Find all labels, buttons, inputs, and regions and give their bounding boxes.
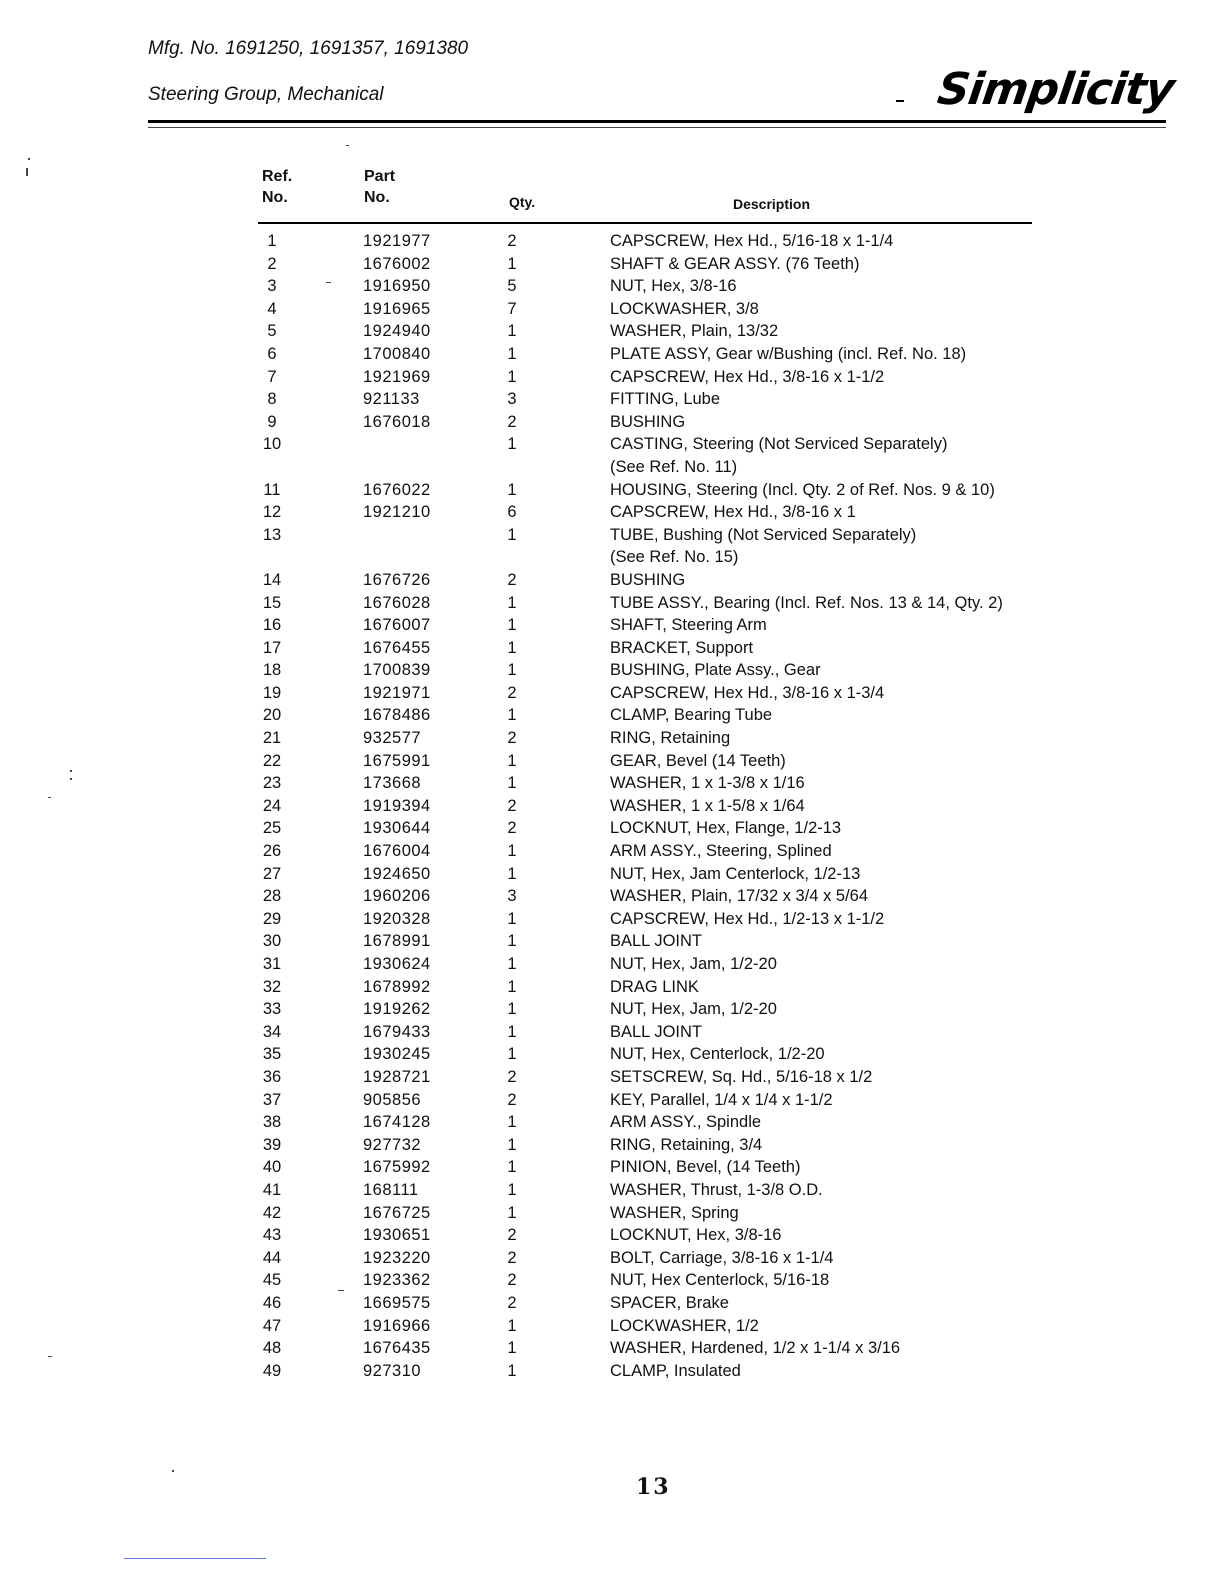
cell-description: ARM ASSY., Steering, Splined <box>610 842 832 861</box>
cell-description: SHAFT & GEAR ASSY. (76 Teeth) <box>610 254 860 273</box>
table-row <box>0 345 1224 368</box>
header-rule-thin <box>148 127 1166 128</box>
table-row <box>0 616 1224 639</box>
cell-part-no: 1921977 <box>363 232 431 250</box>
cell-ref-no: 22 <box>262 751 282 770</box>
cell-description: NUT, Hex, Jam, 1/2-20 <box>610 1000 777 1019</box>
cell-qty: 1 <box>507 774 517 793</box>
cell-qty: 1 <box>507 661 517 680</box>
cell-part-no: 1676028 <box>363 593 431 612</box>
table-row <box>0 978 1224 1001</box>
scan-speck <box>48 797 51 798</box>
cell-part-no: 905856 <box>363 1090 422 1109</box>
cell-qty: 2 <box>507 232 517 250</box>
cell-qty: 1 <box>507 480 517 499</box>
cell-description: CAPSCREW, Hex Hd., 5/16-18 x 1-1/4 <box>610 232 894 250</box>
column-header-qty: Qty. <box>509 194 536 210</box>
scan-speck <box>28 158 30 160</box>
cell-ref-no: 42 <box>262 1203 282 1222</box>
cell-qty: 1 <box>507 344 517 363</box>
cell-part-no: 1924940 <box>363 322 431 341</box>
cell-qty: 1 <box>507 842 517 861</box>
cell-qty: 2 <box>507 819 517 838</box>
cell-qty: 1 <box>507 1045 517 1064</box>
cell-ref-no: 40 <box>262 1158 282 1177</box>
column-header-ref-line1: Ref. <box>262 168 293 185</box>
cell-qty: 1 <box>507 593 517 612</box>
cell-ref-no: 43 <box>262 1226 282 1245</box>
cell-description: RING, Retaining <box>610 729 731 748</box>
cell-description: SPACER, Brake <box>610 1293 729 1312</box>
cell-part-no: 1676725 <box>363 1203 431 1222</box>
cell-ref-no: 29 <box>262 909 282 928</box>
cell-description: BUSHING <box>610 412 686 431</box>
cell-qty: 1 <box>507 706 517 725</box>
header-dash <box>896 100 904 102</box>
cell-description: GEAR, Bevel (14 Teeth) <box>610 751 786 770</box>
scan-speck <box>70 770 72 772</box>
table-row <box>0 322 1224 345</box>
cell-qty: 1 <box>507 1000 517 1019</box>
cell-qty: 1 <box>507 864 517 883</box>
column-header-description: Description <box>733 196 811 212</box>
table-row <box>0 390 1224 413</box>
cell-description: TUBE ASSY., Bearing (Incl. Ref. Nos. 13 & 14, Qty. 2) <box>610 593 1003 612</box>
cell-description: WASHER, Hardened, 1/2 x 1-1/4 x 3/16 <box>610 1339 901 1358</box>
cell-ref-no: 18 <box>262 661 282 680</box>
cell-part-no: 1700840 <box>363 344 431 363</box>
table-row <box>0 706 1224 729</box>
cell-part-no: 1921210 <box>363 503 431 522</box>
cell-qty: 2 <box>507 412 517 431</box>
cell-description: FITTING, Lube <box>610 390 721 409</box>
table-row <box>0 1023 1224 1046</box>
cell-ref-no: 26 <box>262 842 282 861</box>
cell-ref-no: 11 <box>263 480 281 499</box>
table-row <box>0 255 1224 278</box>
cell-part-no: 1676004 <box>363 842 431 861</box>
cell-ref-no: 25 <box>262 819 282 838</box>
cell-qty: 2 <box>507 570 517 589</box>
brand-logo: Simplicity <box>934 64 1177 115</box>
table-row <box>0 571 1224 594</box>
cell-qty: 7 <box>507 299 517 318</box>
column-header-ref-line2: No. <box>262 189 288 206</box>
table-row <box>0 774 1224 797</box>
table-row <box>0 819 1224 842</box>
cell-part-no: 1674128 <box>363 1113 431 1132</box>
table-row <box>0 435 1224 480</box>
cell-description: BUSHING, Plate Assy., Gear <box>610 661 821 680</box>
cell-ref-no: 4 <box>267 299 277 318</box>
cell-part-no: 1676455 <box>363 638 431 657</box>
table-row <box>0 865 1224 888</box>
table-row <box>0 1317 1224 1340</box>
cell-ref-no: 1 <box>267 232 277 250</box>
cell-part-no: 1675991 <box>363 751 431 770</box>
cell-qty: 1 <box>507 1113 517 1132</box>
cell-description: NUT, Hex, Jam, 1/2-20 <box>610 955 777 973</box>
table-row <box>0 1181 1224 1204</box>
cell-qty: 1 <box>507 1203 517 1222</box>
cell-qty: 5 <box>507 277 517 296</box>
cell-description: PLATE ASSY, Gear w/Bushing (incl. Ref. No. 18) <box>610 344 967 363</box>
cell-part-no: 1923362 <box>363 1271 431 1290</box>
cell-description-continued: (See Ref. No. 11) <box>610 457 738 476</box>
table-row <box>0 1045 1224 1068</box>
cell-qty: 1 <box>507 1361 517 1380</box>
cell-description: ARM ASSY., Spindle <box>610 1113 762 1132</box>
cell-part-no: 1700839 <box>363 661 431 680</box>
cell-description: BALL JOINT <box>610 932 702 951</box>
cell-description: CAPSCREW, Hex Hd., 3/8-16 x 1-3/4 <box>610 683 885 702</box>
cell-qty: 1 <box>507 638 517 657</box>
cell-description: BUSHING <box>610 570 686 589</box>
cell-part-no: 1678991 <box>363 932 431 951</box>
cell-description: WASHER, Plain, 13/32 <box>610 322 779 341</box>
cell-qty: 2 <box>507 1271 517 1290</box>
scan-speck <box>326 282 331 283</box>
scan-speck <box>346 145 349 146</box>
cell-ref-no: 17 <box>262 638 282 657</box>
cell-qty: 3 <box>507 887 517 906</box>
table-row <box>0 910 1224 933</box>
column-header-ref <box>262 166 292 208</box>
cell-part-no: 1928721 <box>363 1067 431 1086</box>
cell-qty: 1 <box>507 322 517 341</box>
cell-part-no: 1960206 <box>363 887 431 906</box>
table-row <box>0 232 1224 255</box>
table-row <box>0 1339 1224 1362</box>
cell-description: CLAMP, Bearing Tube <box>610 706 773 725</box>
cell-part-no: 1676018 <box>363 412 431 431</box>
table-row <box>0 481 1224 504</box>
cell-ref-no: 32 <box>262 977 282 996</box>
table-row <box>0 413 1224 436</box>
cell-part-no: 1921969 <box>363 367 431 386</box>
cell-ref-no: 5 <box>267 322 277 341</box>
cell-qty: 1 <box>507 1158 517 1177</box>
cell-description: WASHER, 1 x 1-3/8 x 1/16 <box>610 774 805 793</box>
cell-part-no: 921133 <box>363 390 420 409</box>
cell-ref-no: 41 <box>262 1180 282 1199</box>
table-row <box>0 887 1224 910</box>
cell-description: LOCKWASHER, 3/8 <box>610 299 759 318</box>
cell-part-no: 1669575 <box>363 1293 431 1312</box>
cell-qty: 1 <box>507 616 517 635</box>
cell-qty: 1 <box>507 932 517 951</box>
cell-qty: 1 <box>507 1022 517 1041</box>
cell-qty: 1 <box>507 367 517 386</box>
cell-ref-no: 46 <box>262 1293 282 1312</box>
cell-ref-no: 38 <box>262 1113 282 1132</box>
cell-qty: 2 <box>507 1226 517 1245</box>
cell-description: LOCKNUT, Hex, Flange, 1/2-13 <box>610 819 842 838</box>
cell-part-no: 1921971 <box>363 683 431 702</box>
cell-qty: 2 <box>507 796 517 815</box>
table-row <box>0 368 1224 391</box>
cell-description: SETSCREW, Sq. Hd., 5/16-18 x 1/2 <box>610 1067 873 1086</box>
table-row <box>0 684 1224 707</box>
cell-ref-no: 44 <box>262 1248 282 1267</box>
table-row <box>0 1000 1224 1023</box>
cell-part-no: 1916950 <box>363 277 431 296</box>
table-row <box>0 1113 1224 1136</box>
cell-description: KEY, Parallel, 1/4 x 1/4 x 1-1/2 <box>610 1090 833 1109</box>
cell-part-no: 1678486 <box>363 706 431 725</box>
cell-ref-no: 31 <box>262 955 282 973</box>
table-row <box>0 277 1224 300</box>
cell-ref-no: 19 <box>262 683 282 702</box>
table-row <box>0 955 1224 978</box>
cell-qty: 2 <box>507 1293 517 1312</box>
cell-ref-no: 6 <box>267 344 277 363</box>
column-header-part <box>364 166 395 208</box>
cell-description: PINION, Bevel, (14 Teeth) <box>610 1158 801 1177</box>
cell-ref-no: 13 <box>262 525 282 544</box>
cell-part-no: 1923220 <box>363 1248 431 1267</box>
cell-qty: 2 <box>507 1090 517 1109</box>
table-row <box>0 1068 1224 1091</box>
group-title: Steering Group, Mechanical <box>148 84 384 105</box>
table-row <box>0 1204 1224 1227</box>
cell-part-no: 1675992 <box>363 1158 431 1177</box>
table-row <box>0 1249 1224 1272</box>
cell-ref-no: 20 <box>262 706 282 725</box>
page-number: 13 <box>636 1474 671 1500</box>
cell-part-no: 932577 <box>363 729 422 748</box>
cell-ref-no: 30 <box>262 932 282 951</box>
cell-qty: 1 <box>507 751 517 770</box>
scan-speck <box>48 1356 52 1357</box>
table-row <box>0 1226 1224 1249</box>
cell-part-no: 1916966 <box>363 1316 431 1335</box>
cell-part-no: 1930651 <box>363 1226 431 1245</box>
cell-part-no: 173668 <box>363 774 422 793</box>
table-row <box>0 1158 1224 1181</box>
cell-part-no: 927732 <box>363 1135 422 1154</box>
cell-description: HOUSING, Steering (Incl. Qty. 2 of Ref. Nos. 9 & 10) <box>610 480 995 499</box>
cell-ref-no: 12 <box>262 503 282 522</box>
cell-description: NUT, Hex Centerlock, 5/16-18 <box>610 1271 830 1290</box>
cell-part-no: 1676435 <box>363 1339 431 1358</box>
cell-qty: 2 <box>507 1248 517 1267</box>
table-row <box>0 300 1224 323</box>
cell-part-no: 1919394 <box>363 796 431 815</box>
cell-description: WASHER, Spring <box>610 1203 739 1222</box>
cell-description: WASHER, Plain, 17/32 x 3/4 x 5/64 <box>610 887 869 906</box>
cell-ref-no: 37 <box>262 1090 282 1109</box>
cell-ref-no: 9 <box>267 412 277 431</box>
cell-ref-no: 23 <box>262 774 282 793</box>
cell-qty: 1 <box>507 1135 517 1154</box>
cell-description: CASTING, Steering (Not Serviced Separately) <box>610 435 948 454</box>
cell-ref-no: 21 <box>262 729 282 748</box>
header-rule <box>148 120 1166 123</box>
cell-part-no: 1919262 <box>363 1000 431 1019</box>
cell-ref-no: 39 <box>262 1135 282 1154</box>
cell-description: DRAG LINK <box>610 977 699 996</box>
cell-part-no: 168111 <box>363 1180 419 1199</box>
table-row <box>0 1362 1224 1385</box>
cell-part-no: 1676002 <box>363 254 431 273</box>
cell-qty: 1 <box>507 525 517 544</box>
cell-description: CAPSCREW, Hex Hd., 1/2-13 x 1-1/2 <box>610 909 885 928</box>
scan-speck <box>338 1290 344 1291</box>
cell-qty: 2 <box>507 683 517 702</box>
table-row <box>0 752 1224 775</box>
cell-part-no: 1930644 <box>363 819 431 838</box>
cell-ref-no: 34 <box>262 1022 282 1041</box>
cell-qty: 1 <box>507 1316 517 1335</box>
cell-qty: 1 <box>507 1180 517 1199</box>
table-row <box>0 1271 1224 1294</box>
cell-description: SHAFT, Steering Arm <box>610 616 767 635</box>
cell-qty: 2 <box>507 729 517 748</box>
footer-rule <box>124 1558 266 1559</box>
cell-ref-no: 28 <box>262 887 282 906</box>
cell-ref-no: 45 <box>262 1271 282 1290</box>
table-row <box>0 932 1224 955</box>
cell-part-no: 1930245 <box>363 1045 431 1064</box>
cell-ref-no: 36 <box>262 1067 282 1086</box>
cell-ref-no: 47 <box>262 1316 282 1335</box>
table-row <box>0 797 1224 820</box>
cell-description: LOCKNUT, Hex, 3/8-16 <box>610 1226 782 1245</box>
scan-speck <box>70 778 72 780</box>
table-row <box>0 1091 1224 1114</box>
scan-speck <box>172 1470 174 1472</box>
table-row <box>0 503 1224 526</box>
cell-ref-no: 33 <box>262 1000 282 1019</box>
cell-ref-no: 15 <box>262 593 282 612</box>
table-row <box>0 639 1224 662</box>
cell-description: NUT, Hex, 3/8-16 <box>610 277 737 296</box>
cell-ref-no: 8 <box>267 390 277 409</box>
column-header-part-line2: No. <box>364 189 390 206</box>
cell-part-no: 927310 <box>363 1361 422 1380</box>
cell-ref-no: 7 <box>267 367 277 386</box>
cell-ref-no: 3 <box>267 277 277 296</box>
cell-description-continued: (See Ref. No. 15) <box>610 548 739 567</box>
table-row <box>0 1294 1224 1317</box>
cell-qty: 1 <box>507 1339 517 1358</box>
cell-ref-no: 35 <box>262 1045 282 1064</box>
cell-qty: 1 <box>507 909 517 928</box>
cell-part-no: 1676022 <box>363 480 431 499</box>
table-row <box>0 526 1224 571</box>
cell-qty: 1 <box>507 955 517 973</box>
cell-description: CAPSCREW, Hex Hd., 3/8-16 x 1 <box>610 503 856 522</box>
cell-description: CAPSCREW, Hex Hd., 3/8-16 x 1-1/2 <box>610 367 885 386</box>
cell-ref-no: 27 <box>262 864 282 883</box>
cell-description: BALL JOINT <box>610 1022 702 1041</box>
cell-ref-no: 10 <box>262 435 282 454</box>
cell-qty: 1 <box>507 977 517 996</box>
cell-description: NUT, Hex, Jam Centerlock, 1/2-13 <box>610 864 861 883</box>
cell-qty: 2 <box>507 1067 517 1086</box>
cell-description: CLAMP, Insulated <box>610 1361 741 1380</box>
cell-ref-no: 24 <box>262 796 282 815</box>
cell-qty: 1 <box>507 435 517 454</box>
cell-description: BRACKET, Support <box>610 638 754 657</box>
cell-description: RING, Retaining, 3/4 <box>610 1135 763 1154</box>
cell-qty: 1 <box>507 254 517 273</box>
cell-part-no: 1930624 <box>363 955 431 973</box>
cell-description: BOLT, Carriage, 3/8-16 x 1-1/4 <box>610 1248 834 1267</box>
cell-ref-no: 2 <box>267 254 277 273</box>
cell-part-no: 1676007 <box>363 616 431 635</box>
cell-part-no: 1916965 <box>363 299 431 318</box>
cell-description: WASHER, Thrust, 1-3/8 O.D. <box>610 1180 823 1199</box>
cell-description: NUT, Hex, Centerlock, 1/2-20 <box>610 1045 825 1064</box>
cell-ref-no: 48 <box>262 1339 282 1358</box>
table-row <box>0 842 1224 865</box>
table-row <box>0 594 1224 617</box>
cell-description: LOCKWASHER, 1/2 <box>610 1316 759 1335</box>
table-header-rule <box>258 222 1032 224</box>
scan-speck <box>26 168 28 176</box>
cell-part-no: 1679433 <box>363 1022 431 1041</box>
cell-part-no: 1676726 <box>363 570 431 589</box>
cell-part-no: 1920328 <box>363 909 431 928</box>
cell-ref-no: 14 <box>262 570 282 589</box>
cell-ref-no: 16 <box>262 616 282 635</box>
cell-qty: 6 <box>507 503 517 522</box>
manufacturer-numbers: Mfg. No. 1691250, 1691357, 1691380 <box>148 38 469 59</box>
table-row <box>0 729 1224 752</box>
cell-part-no: 1678992 <box>363 977 431 996</box>
cell-part-no: 1924650 <box>363 864 431 883</box>
parts-table <box>0 232 1224 1384</box>
cell-description: WASHER, 1 x 1-5/8 x 1/64 <box>610 796 805 815</box>
table-row <box>0 1136 1224 1159</box>
cell-ref-no: 49 <box>262 1361 282 1380</box>
cell-description: TUBE, Bushing (Not Serviced Separately) <box>610 525 917 544</box>
column-header-part-line1: Part <box>364 168 396 185</box>
cell-qty: 3 <box>507 390 517 409</box>
table-row <box>0 661 1224 684</box>
